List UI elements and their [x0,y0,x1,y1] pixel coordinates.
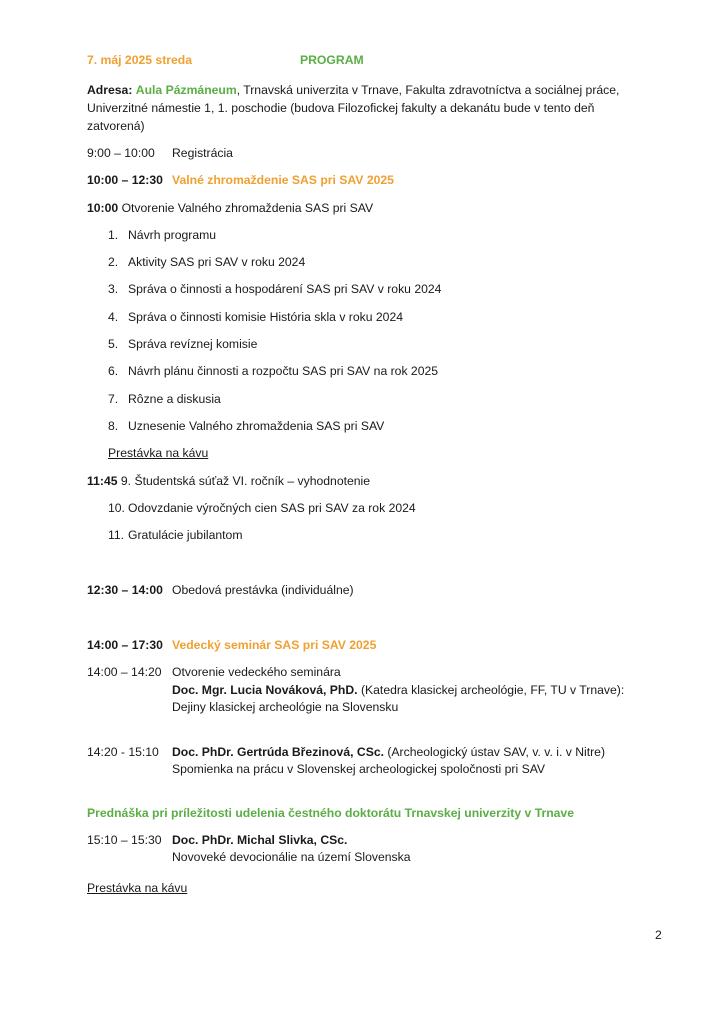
item-number: 6. [108,364,119,378]
lecture-speaker: Doc. PhDr. Michal Slivka, CSc. [172,833,348,847]
item-text: Uznesenie Valného zhromaždenia SAS pri SAV [128,419,385,433]
page-number: 2 [655,928,662,942]
student-competition [87,474,370,488]
list-item [108,501,416,515]
assembly-time: 10:00 – 12:30 [87,173,163,187]
item-text: Návrh programu [128,228,217,242]
coffee-break: Prestávka na kávu [108,446,209,460]
talk1-time: 14:00 – 14:20 [87,665,162,679]
address-label: Adresa: [87,83,133,97]
seminar-row [87,638,376,652]
item-text: Správa o činnosti a hospodárení SAS pri SAV v roku 2024 [128,282,442,296]
assembly-row [87,173,394,187]
opening-time: 10:00 [87,201,119,215]
item-text: Odovzdanie výročných cien SAS pri SAV za rok 2024 [128,501,416,515]
item-text: Správa revíznej komisie [128,337,258,351]
talk2-speaker: Doc. PhDr. Gertrúda Březinová, CSc. [172,745,384,759]
talk2-title: Spomienka na prácu v Slovenskej archeologickej spoločnosti pri SAV [172,762,546,776]
list-item [108,310,403,324]
student-text: 9. Študentská súťaž VI. ročník – vyhodnotenie [120,474,371,488]
talk1-affiliation: (Katedra klasickej archeológie, FF, TU v Trnave): [357,683,625,697]
registration-row [87,146,233,160]
address-venue: Aula Pázmáneum [135,83,237,97]
assembly-title: Valné zhromaždenie SAS pri SAV 2025 [172,173,394,187]
item-number: 7. [108,392,119,406]
item-text: Aktivity SAS pri SAV v roku 2024 [128,255,306,269]
item-number: 4. [108,310,119,324]
list-item [108,364,438,378]
assembly-opening [87,201,373,215]
talk2-affiliation: (Archeologický ústav SAV, v. v. i. v Nitre) [383,745,606,759]
item-text: Rôzne a diskusia [128,392,221,406]
registration-time: 9:00 – 10:00 [87,146,155,160]
item-number: 5. [108,337,119,351]
talk2-time: 14:20 - 15:10 [87,745,159,759]
talk2-speaker-line [172,745,605,759]
date-heading: 7. máj 2025 streda [87,53,193,67]
item-number: 3. [108,282,119,296]
item-text: Správa o činnosti komisie História skla v roku 2024 [128,310,404,324]
item-number: 2. [108,255,119,269]
item-number: 1. [108,228,119,242]
lunch-time: 12:30 – 14:00 [87,583,163,597]
item-number: 8. [108,419,119,433]
lunch-row [87,583,354,597]
list-item [108,419,384,433]
list-item [108,337,257,351]
opening-text: Otvorenie Valného zhromaždenia SAS pri SAV [121,201,374,215]
item-text: Návrh plánu činnosti a rozpočtu SAS pri SAV na rok 2025 [128,364,439,378]
list-item [108,282,441,296]
talk1-speaker-line [172,683,624,697]
student-time: 11:45 [87,474,118,488]
talk1-intro: Otvorenie vedeckého seminára [172,665,341,679]
lunch-label: Obedová prestávka (individuálne) [172,583,354,597]
list-item [108,392,221,406]
talk1-speaker: Doc. Mgr. Lucia Nováková, PhD. [172,683,358,697]
lecture-title: Novoveké devocionálie na území Slovenska [172,850,411,864]
final-coffee-break: Prestávka na kávu [87,881,188,895]
address-paragraph [87,81,647,135]
registration-label: Registrácia [172,146,233,160]
lecture-heading: Prednáška pri príležitosti udelenia čestného doktorátu Trnavskej univerzity v Trnave [87,806,574,820]
item-number: 10. [108,501,125,515]
seminar-time: 14:00 – 17:30 [87,638,163,652]
address-text: , Trnavská univerzita v Trnave, Fakulta zdravotníctva a sociálnej práce, Univerzitné námestie 1, 1. poschodie (budova Filozofickej fakulty a dekanátu bude v tento deň zatvorená) [87,83,620,133]
list-item [108,255,305,269]
lecture-time: 15:10 – 15:30 [87,833,162,847]
item-text: Gratulácie jubilantom [128,528,243,542]
seminar-title: Vedecký seminár SAS pri SAV 2025 [172,638,377,652]
list-item [108,528,242,542]
program-heading: PROGRAM [300,53,364,67]
talk1-title: Dejiny klasickej archeológie na Slovensku [172,700,399,714]
list-item [108,228,216,242]
item-number: 11. [108,528,125,542]
